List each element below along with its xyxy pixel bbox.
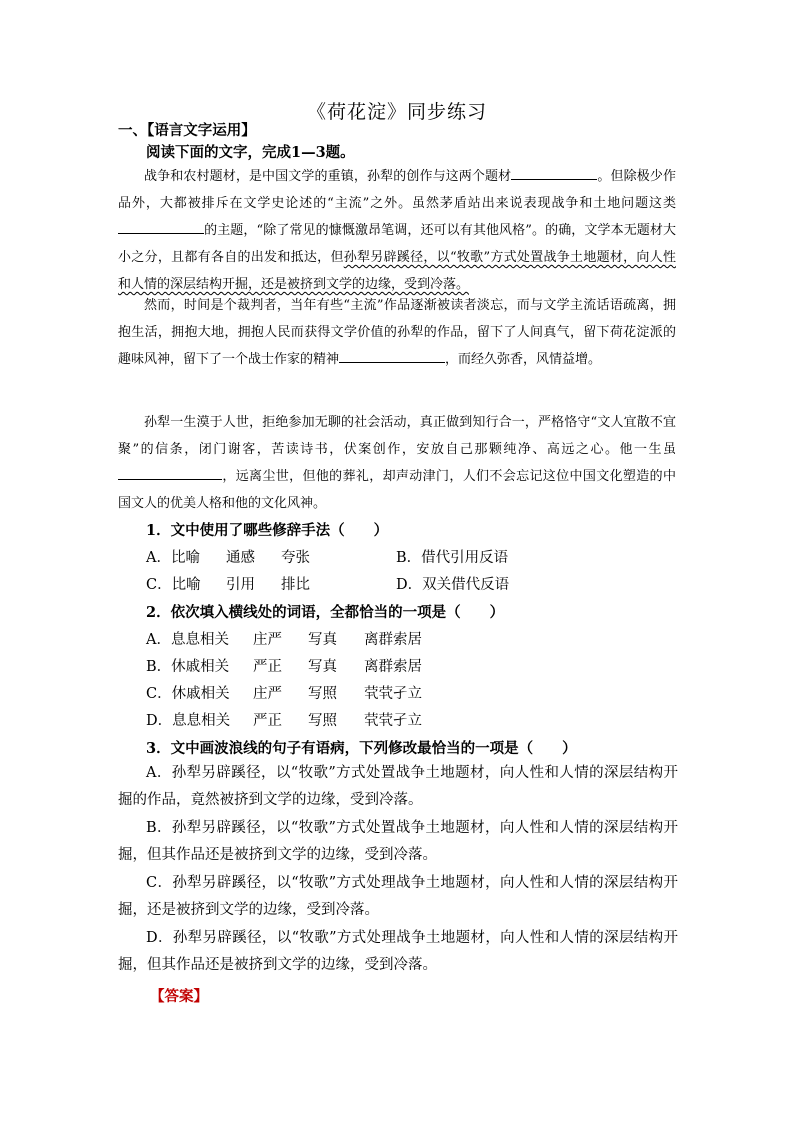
option-word: 引用	[450, 550, 480, 566]
question-3-stem: 3．文中画波浪线的句子有语病，下列修改最恰当的一项是（ ）	[146, 740, 577, 757]
option-word: 写真	[308, 659, 337, 675]
passage-text: 的主题，“除了常见的慷慨激昂笔调，还可以有其他风格”。的确，文学本无题材大小之分，且都有各自的出发和抵达，但	[118, 223, 676, 265]
q2-option-b	[146, 655, 422, 676]
section-heading: 一、【语言文字运用】	[118, 122, 256, 139]
option-label: C．比喻	[146, 577, 201, 593]
option-word: 离群索居	[364, 632, 422, 648]
option-word: 庄严	[253, 686, 282, 702]
option-label: D．息息相关	[146, 713, 231, 729]
q1-option-c	[146, 573, 310, 594]
q2-option-c	[146, 682, 422, 703]
option-word: 反语	[479, 550, 509, 566]
q1-option-b	[396, 546, 508, 567]
option-word: 严正	[253, 713, 282, 729]
option-word: 夸张	[281, 550, 310, 566]
option-word: 茕茕孑立	[364, 686, 422, 702]
passage-text: 战争和农村题材，是中国文学的重镇，孙犁的创作与这两个题材	[144, 169, 512, 184]
reading-instruction: 阅读下面的文字，完成1—3题。	[146, 144, 355, 161]
passage-paragraph-3	[118, 409, 676, 517]
question-2-stem: 2．依次填入横线处的词语，全都恰当的一项是（ ）	[146, 604, 505, 621]
q3-option-d: D．孙犁另辟蹊径，以“牧歌”方式处理战争土地题材，向人性和人情的深层结构开掘，但其作品还是被挤到文学的边缘，受到冷落。	[118, 930, 678, 973]
question-1-stem: 1．文中使用了哪些修辞手法（ ）	[146, 522, 389, 539]
option-word: 通感	[226, 550, 255, 566]
q2-option-a	[146, 628, 422, 649]
option-word: 写照	[308, 713, 337, 729]
passage-text: ，而经久弥香，风情益增。	[445, 352, 602, 367]
option-label: C．休戚相关	[146, 686, 230, 702]
passage-text: ，远离尘世，但他的葬礼，却声动津门，人们不会忘记这位中国文化塑造的中国文人的优美人格和他的文化风神。	[118, 469, 676, 511]
q2-option-d	[146, 709, 422, 730]
answer-blank-3	[339, 348, 445, 363]
option-word: 严正	[253, 659, 282, 675]
passage-paragraph-2	[118, 292, 676, 373]
passage-text: 。但除极少作品外，大都被排斥在文学史论述的“主流”之外。虽然茅盾站出来说表现战争和土地问题这类	[118, 169, 676, 211]
option-word: 排比	[281, 577, 310, 593]
passage-text: 然而，时间是个裁判者，当年有些“主流”作品逐渐被读者淡忘，而与文学主流话语疏离，拥抱生活，拥抱大地，拥抱人民而获得文学价值的孙犁的作品，留下了人间真气，留下荷花淀派的趣味风神，留下了一个战士作家的精神	[118, 298, 676, 367]
option-label: B．借代	[396, 550, 451, 566]
option-word: 茕茕孑立	[364, 713, 422, 729]
answer-blank-2	[118, 219, 204, 234]
page-title: 《荷花淀》同步练习	[306, 101, 487, 123]
option-label: B．休戚相关	[146, 659, 230, 675]
answer-blank-1	[511, 165, 597, 180]
option-word: 反语	[480, 577, 510, 593]
q3-option-b: B．孙犁另辟蹊径，以“牧歌”方式处置战争土地题材，向人性和人情的深层结构开掘，但其作品还是被挤到文学的边缘，受到冷落。	[118, 820, 678, 863]
passage-paragraph-1	[118, 163, 676, 298]
q3-option-a: A．孙犁另辟蹊径，以“牧歌”方式处置战争土地题材，向人性和人情的深层结构开掘的作品，竟然被挤到文学的边缘，受到冷落。	[118, 765, 678, 808]
option-word: 借代	[451, 577, 481, 593]
option-word: 离群索居	[364, 659, 422, 675]
option-word: 写真	[308, 632, 337, 648]
q3-option-c: C．孙犁另辟蹊径，以“牧歌”方式处理战争土地题材，向人性和人情的深层结构开掘，还是被挤到文学的边缘，受到冷落。	[118, 875, 678, 918]
wavy-underlined-sentence: 孙犁另辟蹊径，以“牧歌”方式处置战争土地题材，向人性和人情的深层结构开掘，还是被挤到文学的边缘，受到冷落。	[118, 250, 676, 292]
answer-heading: 【答案】	[150, 988, 208, 1005]
option-label: A．息息相关	[146, 632, 229, 648]
option-label: A．比喻	[146, 550, 200, 566]
passage-text: 孙犁一生漠于人世，拒绝参加无聊的社会活动，真正做到知行合一，严格恪守“文人宜散不宜聚”的信条，闭门谢客，苦读诗书，伏案创作，安放自己那颗纯净、高远之心。他一生虽	[118, 415, 676, 457]
option-word: 庄严	[253, 632, 282, 648]
q1-option-d	[396, 573, 509, 594]
option-word: 写照	[308, 686, 337, 702]
answer-blank-4	[118, 465, 222, 480]
option-word: 引用	[226, 577, 255, 593]
option-label: D．双关	[396, 577, 452, 593]
q1-option-a	[146, 546, 310, 567]
